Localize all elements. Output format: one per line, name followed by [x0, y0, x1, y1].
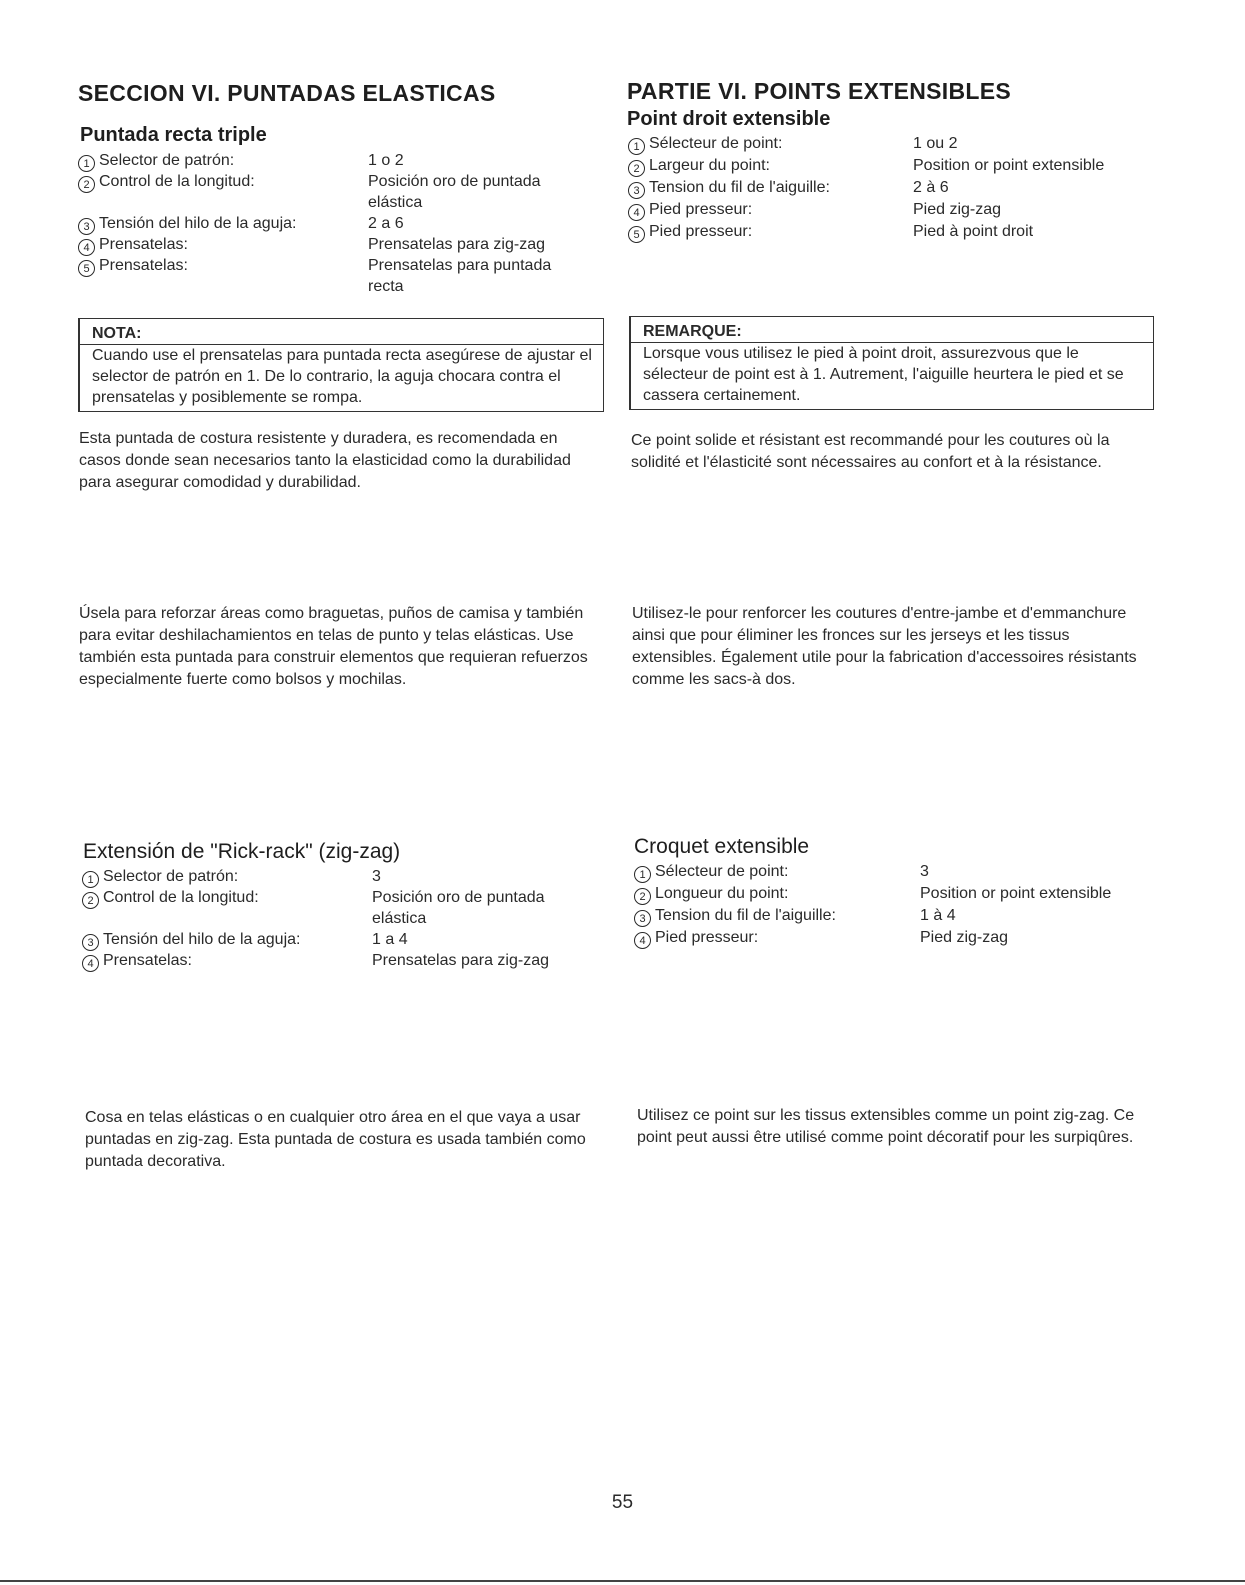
setting-label: Largeur du point: [649, 157, 770, 174]
setting-label: Prensatelas: [99, 236, 188, 253]
paragraph-fr-1: Ce point solide et résistant est recommandé pour les coutures où la solidité et l'élasticité sont nécessaires au confort et à la résistance. [631, 432, 1110, 471]
paragraph-fr-2: Utilisez-le pour renforcer les coutures d'entre-jambe et d'emmanchure ainsi que pour éliminer les fronces sur les jerseys et les tissus extensibles. Également utile pour la fabrication d'accessoires résistants comme les sacs-à dos. [632, 605, 1137, 688]
note-title: NOTA: [80, 323, 603, 345]
bottom-rule [0, 1580, 1245, 1582]
setting-label: Control de la longitud: [103, 889, 259, 906]
setting-label: Tensión del hilo de la aguja: [99, 215, 297, 232]
setting-label: Pied presseur: [655, 929, 759, 946]
setting-label: Selector de patrón: [103, 868, 239, 885]
setting-value: Posición oro de puntada elástica [368, 173, 541, 211]
setting-row [82, 950, 602, 971]
circled-number-icon: 2 [82, 892, 99, 909]
page-number: 55 [611, 1492, 634, 1513]
note-title: REMARQUE: [631, 321, 1153, 343]
setting-label: Pied presseur: [649, 201, 753, 218]
setting-value: Pied zig-zag [913, 201, 1002, 218]
setting-row [628, 133, 1148, 155]
setting-row [82, 929, 602, 950]
note-box-es [78, 318, 604, 412]
setting-value: 1 à 4 [920, 907, 956, 924]
circled-number-icon: 4 [82, 955, 99, 972]
setting-label: Prensatelas: [103, 952, 192, 969]
setting-label: Sélecteur de point: [649, 135, 783, 152]
setting-value: Posición oro de puntada elástica [372, 889, 545, 927]
paragraph-es-1: Esta puntada de costura resistente y duradera, es recomendada en casos donde sean necesarios tanto la elasticidad como la durabilidad para asegurar comodidad y durabilidad. [79, 430, 571, 491]
note-text: Cuando use el prensatelas para puntada recta asegúrese de ajustar el selector de patrón en 1. De lo contrario, la aguja chocara contra el prensatelas y posiblemente se rompa. [92, 347, 592, 406]
setting-row [82, 866, 602, 887]
setting-value: 3 [372, 868, 381, 885]
circled-number-icon: 2 [628, 160, 645, 177]
setting-row [634, 883, 1154, 905]
setting-row [82, 887, 602, 929]
setting-label: Tension du fil de l'aiguille: [655, 907, 836, 924]
section-title-es: SECCION VI. PUNTADAS ELASTICAS [78, 80, 496, 106]
setting-label: Selector de patrón: [99, 152, 235, 169]
setting-row [634, 861, 1154, 883]
setting-label: Longueur du point: [655, 885, 789, 902]
circled-number-icon: 4 [634, 932, 651, 949]
settings-list-triple [78, 150, 598, 297]
setting-value: 2 a 6 [368, 215, 404, 232]
circled-number-icon: 5 [78, 260, 95, 277]
setting-label: Pied presseur: [649, 223, 753, 240]
settings-list-droit [628, 133, 1148, 243]
setting-row [78, 234, 598, 255]
circled-number-icon: 5 [628, 226, 645, 243]
setting-label: Prensatelas: [99, 257, 188, 274]
setting-value: Prensatelas para zig-zag [372, 952, 549, 969]
setting-value: 3 [920, 863, 929, 880]
paragraph-fr-3: Utilisez ce point sur les tissus extensibles comme un point zig-zag. Ce point peut aussi être utilisé comme point décoratif pour les surpiqûres. [637, 1107, 1135, 1146]
setting-row [628, 221, 1148, 243]
paragraph-es-2: Úsela para reforzar áreas como braguetas, puños de camisa y también para evitar deshilachamientos en telas de punto y telas elásticas. Use también esta puntada para construir elementos que requieran refuerzos especialmente fuerte como bolsos y mochilas. [79, 605, 588, 688]
setting-row [628, 199, 1148, 221]
note-box-fr [629, 316, 1154, 410]
setting-value: Position or point extensible [913, 157, 1105, 174]
circled-number-icon: 1 [634, 866, 651, 883]
setting-value: Prensatelas para zig-zag [368, 236, 545, 253]
settings-list-rickrack [82, 866, 602, 971]
circled-number-icon: 2 [78, 176, 95, 193]
setting-value: Pied à point droit [913, 223, 1034, 240]
setting-row [78, 213, 598, 234]
setting-row [78, 255, 598, 297]
circled-number-icon: 3 [82, 934, 99, 951]
setting-row [628, 177, 1148, 199]
setting-row [78, 150, 598, 171]
setting-value: 1 o 2 [368, 152, 404, 169]
subsection-title-triple: Puntada recta triple [80, 124, 267, 146]
paragraph-es-3: Cosa en telas elásticas o en cualquier otro área en el que vaya a usar puntadas en zig-zag. Esta puntada de costura es usada también como puntada decorativa. [85, 1109, 586, 1170]
circled-number-icon: 3 [634, 910, 651, 927]
setting-value: 2 à 6 [913, 179, 949, 196]
settings-list-croquet [634, 861, 1154, 949]
setting-value: Prensatelas para puntada recta [368, 257, 552, 295]
circled-number-icon: 4 [78, 239, 95, 256]
circled-number-icon: 2 [634, 888, 651, 905]
setting-row [628, 155, 1148, 177]
subsection-title-droit: Point droit extensible [627, 108, 831, 130]
setting-value: Position or point extensible [920, 885, 1112, 902]
circled-number-icon: 4 [628, 204, 645, 221]
setting-label: Sélecteur de point: [655, 863, 789, 880]
setting-label: Tensión del hilo de la aguja: [103, 931, 301, 948]
setting-label: Control de la longitud: [99, 173, 255, 190]
setting-row [78, 171, 598, 213]
circled-number-icon: 1 [628, 138, 645, 155]
circled-number-icon: 3 [628, 182, 645, 199]
setting-row [634, 927, 1154, 949]
circled-number-icon: 3 [78, 218, 95, 235]
setting-value: 1 a 4 [372, 931, 408, 948]
section-title-fr: PARTIE VI. POINTS EXTENSIBLES [627, 78, 1011, 104]
circled-number-icon: 1 [78, 155, 95, 172]
circled-number-icon: 1 [82, 871, 99, 888]
note-text: Lorsque vous utilisez le pied à point droit, assurezvous que le sélecteur de point est à 1. Autrement, l'aiguille heurtera le pied et se cassera certainement. [643, 345, 1124, 404]
setting-value: 1 ou 2 [913, 135, 958, 152]
subsection-title-rickrack: Extensión de "Rick-rack" (zig-zag) [83, 840, 401, 863]
setting-value: Pied zig-zag [920, 929, 1009, 946]
setting-row [634, 905, 1154, 927]
subsection-title-croquet: Croquet extensible [634, 835, 810, 858]
setting-label: Tension du fil de l'aiguille: [649, 179, 830, 196]
